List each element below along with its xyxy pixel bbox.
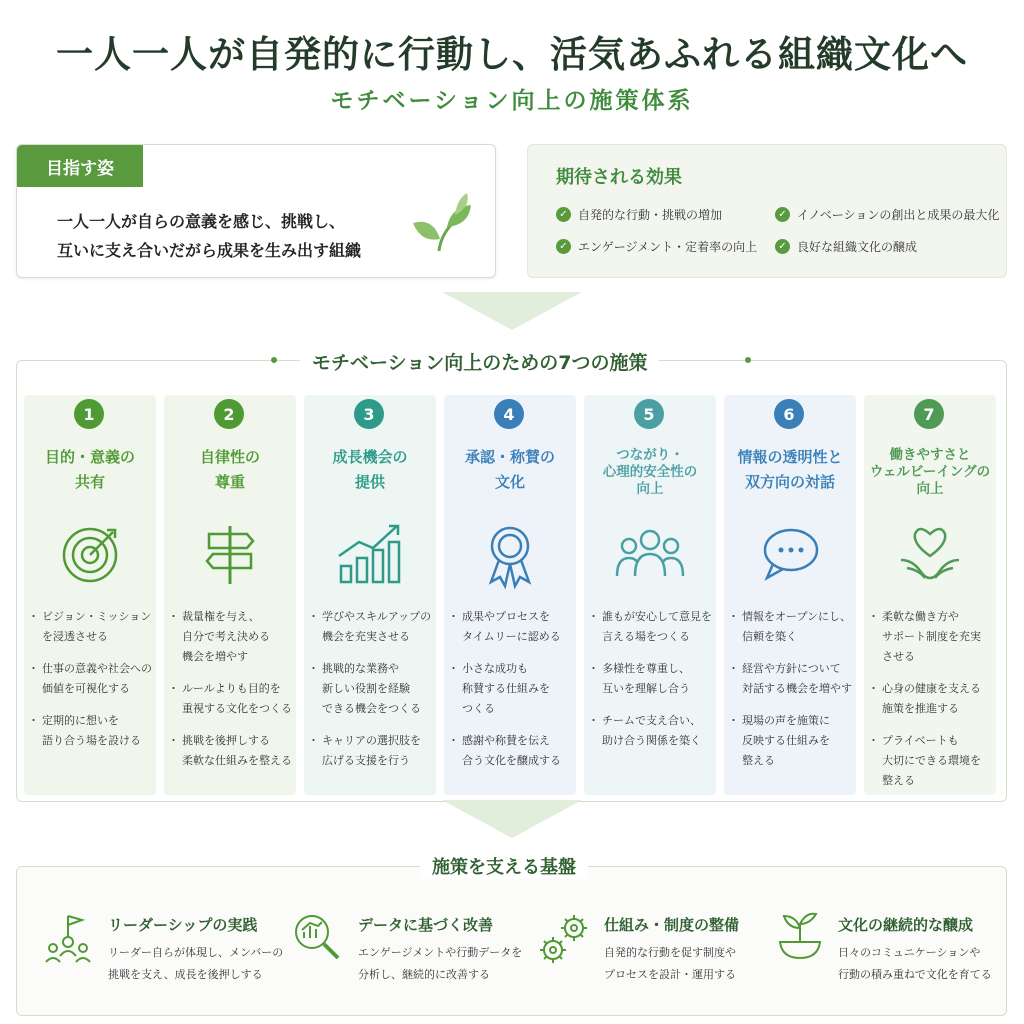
- measure-action-list: [870, 607, 998, 803]
- growth-chart-icon: [335, 520, 405, 590]
- heading-dot: [271, 357, 277, 363]
- measure-action-item: ・ 情報をオープンにし、 信頼を築く: [730, 607, 858, 647]
- foundation-title: リーダーシップの実践: [108, 916, 258, 934]
- measure-action-item: ・ 多様性を尊重し、 互いを理解し合う: [590, 659, 718, 699]
- measure-title: 目的・意義の 共有: [44, 448, 135, 491]
- measure-action-list: [450, 607, 578, 783]
- foundation-title: 文化の継続的な醸成: [838, 916, 974, 934]
- measure-number-badge: 6: [774, 399, 804, 429]
- page-title: 一人一人が自発的に行動し、活気あふれる組織文化へ: [56, 33, 968, 76]
- foundation-title: 仕組み・制度の整備: [604, 916, 740, 934]
- heart-hands-icon: [895, 520, 965, 590]
- measure-column-5: [584, 395, 716, 795]
- measure-number-badge: 2: [214, 399, 244, 429]
- measure-action-item: ・ ルールよりも目的を 重視する文化をつくる: [170, 679, 298, 719]
- flow-arrow-down: [442, 800, 582, 838]
- effect-label: イノベーションの創出と成果の最大化: [797, 208, 1000, 222]
- measure-action-item: ・ 経営や方針について 対話する機会を増やす: [730, 659, 858, 699]
- sprout-bowl-icon: [772, 908, 828, 964]
- measure-number-badge: 1: [74, 399, 104, 429]
- measure-action-item: ・ キャリアの選択肢を 広げる支援を行う: [310, 731, 438, 771]
- check-icon: ✓: [775, 239, 790, 254]
- leader-flag-icon: [42, 912, 96, 966]
- measure-column-2: [164, 395, 296, 795]
- effect-label: エンゲージメント・定着率の向上: [578, 240, 758, 254]
- magnifier-chart-icon: [290, 910, 346, 966]
- measure-action-item: ・ プライベートも 大切にできる環境を 整える: [870, 731, 998, 791]
- effect-item: [556, 206, 722, 223]
- measure-action-item: ・ 挑戦を後押しする 柔軟な仕組みを整える: [170, 731, 298, 771]
- check-icon: ✓: [775, 207, 790, 222]
- heading-dot: [745, 357, 751, 363]
- measure-action-item: ・ 現場の声を施策に 反映する仕組みを 整える: [730, 711, 858, 771]
- measure-action-item: ・ チームで支え合い、 助け合う関係を築く: [590, 711, 718, 751]
- vision-card: [16, 144, 496, 278]
- measure-action-list: [170, 607, 298, 783]
- measure-action-item: ・ 成果やプロセスを タイムリーに認める: [450, 607, 578, 647]
- foundation-desc: エンゲージメントや行動データを 分析し、継続的に改善する: [358, 946, 523, 981]
- vision-line-2: 互いに支え合いだがら成果を生み出す組織: [57, 241, 362, 260]
- measure-action-item: ・ 誰もが安心して意見を 言える場をつくる: [590, 607, 718, 647]
- measure-action-item: ・ 小さな成功も 称賛する仕組みを つくる: [450, 659, 578, 719]
- effect-label: 良好な組織文化の醸成: [797, 240, 918, 254]
- measure-title: 成長機会の 提供: [332, 448, 408, 491]
- measure-title: 承認・称賛の 文化: [464, 448, 555, 491]
- leaf-icon: [407, 189, 477, 259]
- flow-arrow-down: [442, 292, 582, 330]
- measure-action-item: ・ 定期的に想いを 語り合う場を設ける: [30, 711, 158, 751]
- measure-action-item: ・ 心身の健康を支える 施策を推進する: [870, 679, 998, 719]
- effect-label: 自発的な行動・挑戦の増加: [578, 208, 723, 222]
- measure-column-7: [864, 395, 996, 795]
- measure-column-6: [724, 395, 856, 795]
- measure-action-item: ・ 感謝や称賛を伝え 合う文化を醸成する: [450, 731, 578, 771]
- measure-action-item: ・ ビジョン・ミッション を浸透させる: [30, 607, 158, 647]
- measure-action-list: [730, 607, 858, 783]
- foundation-frame: [16, 866, 1007, 1016]
- measure-action-item: ・ 柔軟な働き方や サポート制度を充実 させる: [870, 607, 998, 667]
- measure-title: 自律性の 尊重: [199, 448, 260, 491]
- measure-action-list: [30, 607, 158, 763]
- measure-number-badge: 4: [494, 399, 524, 429]
- measure-number-badge: 3: [354, 399, 384, 429]
- measure-action-item: ・ 仕事の意義や社会への 価値を可視化する: [30, 659, 158, 699]
- page-subtitle: モチベーション向上の施策体系: [330, 88, 694, 114]
- check-icon: ✓: [556, 207, 571, 222]
- effect-item: [556, 238, 757, 255]
- speech-bubble-icon: [755, 520, 825, 590]
- measure-action-list: [590, 607, 718, 763]
- measure-column-4: [444, 395, 576, 795]
- measures-heading: モチベーション向上のための7つの施策: [300, 348, 659, 375]
- measure-action-item: ・ 学びやスキルアップの 機会を充実させる: [310, 607, 438, 647]
- vision-tag: 目指す姿: [17, 145, 143, 187]
- target-icon: [55, 520, 125, 590]
- effect-item: [775, 206, 999, 223]
- award-ribbon-icon: [475, 520, 545, 590]
- effects-title: 期待される効果: [556, 167, 682, 188]
- gears-icon: [536, 910, 594, 968]
- measure-number-badge: 7: [914, 399, 944, 429]
- foundation-desc: 日々のコミュニケーションや 行動の積み重ねで文化を育てる: [838, 946, 992, 981]
- foundation-heading: 施策を支える基盤: [420, 853, 588, 879]
- measure-title: 情報の透明性と 双方向の対話: [737, 448, 843, 491]
- measure-column-3: [304, 395, 436, 795]
- measure-action-item: ・ 挑戦的な業務や 新しい役割を経験 できる機会をつくる: [310, 659, 438, 719]
- check-icon: ✓: [556, 239, 571, 254]
- measure-action-list: [310, 607, 438, 783]
- measure-number-badge: 5: [634, 399, 664, 429]
- foundation-desc: リーダー自らが体現し、メンバーの 挑戦を支え、成長を後押しする: [108, 946, 284, 981]
- vision-statement: [57, 207, 361, 265]
- measure-action-item: ・ 裁量権を与え、 自分で考え決める 機会を増やす: [170, 607, 298, 667]
- vision-line-1: 一人一人が自らの意義を感じ、挑戦し、: [57, 212, 346, 231]
- measure-column-1: [24, 395, 156, 795]
- effect-item: [775, 238, 917, 255]
- people-group-icon: [615, 520, 685, 590]
- measure-title: 働きやすさと ウェルビーイングの 向上: [869, 447, 991, 497]
- effects-card: [527, 144, 1007, 278]
- signpost-icon: [195, 520, 265, 590]
- foundation-desc: 自発的な行動を促す制度や プロセスを設計・運用する: [604, 946, 736, 981]
- measure-title: つながり・ 心理的安全性の 向上: [602, 447, 698, 497]
- foundation-title: データに基づく改善: [358, 916, 494, 934]
